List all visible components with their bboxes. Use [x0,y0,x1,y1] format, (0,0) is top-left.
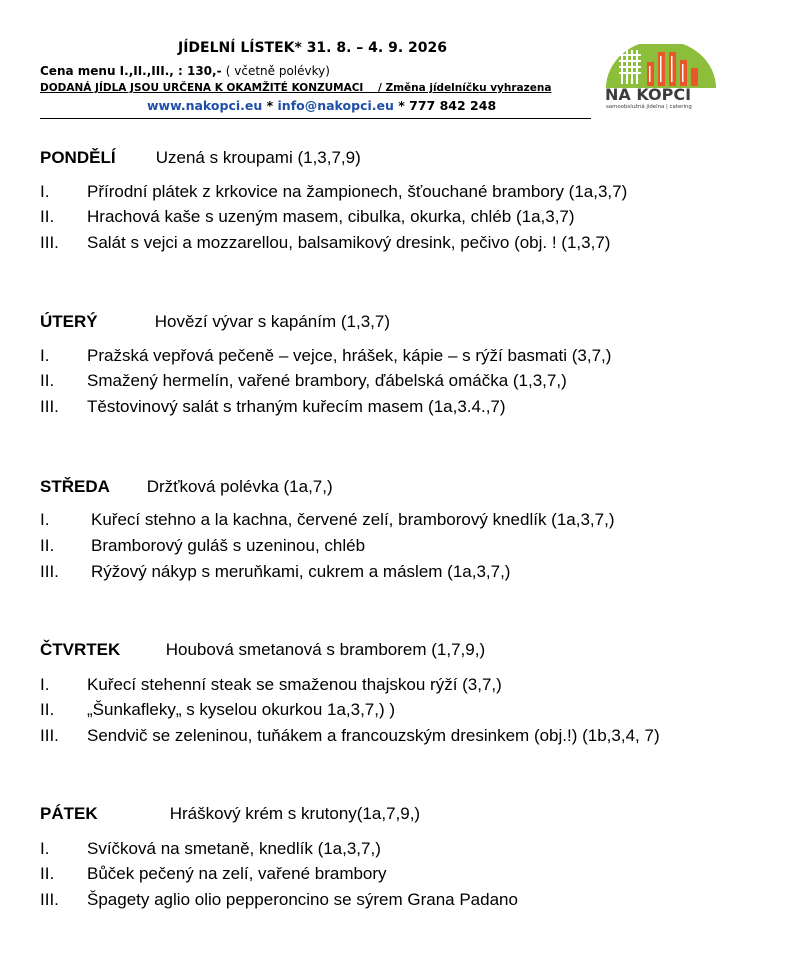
day-soup: Hráškový krém s krutony(1a,7,9,) [169,804,421,823]
price-note: ( včetně polévky) [225,64,330,78]
day-monday [40,148,361,168]
day-name: ČTVRTEK [40,640,121,659]
item-number: III. [40,397,59,416]
day-soup: Houbová smetanová s bramborem (1,7,9,) [165,640,486,659]
item-text: Těstovinový salát s trhaným kuřecím masem (1a,3.4.,7) [87,397,506,416]
day-wednesday [40,477,333,497]
item-text: „Šunkafleky„ s kyselou okurkou 1a,3,7,) ) [87,700,396,719]
day-soup: Držťková polévka (1a,7,) [146,477,333,496]
header-divider [40,118,591,119]
day-soup: Hovězí vývar s kapáním (1,3,7) [154,312,390,331]
item-text: Bůček pečený na zelí, vařené brambory [87,864,387,883]
item-text: Rýžový nákyp s meruňkami, cukrem a máslem (1a,3,7,) [91,562,511,581]
item-number: I. [40,182,50,201]
day-name: STŘEDA [40,477,110,496]
item-text: Pražská vepřová pečeně – vejce, hrášek, kápie – s rýží basmati (3,7,) [87,346,612,365]
item-number: III. [40,726,59,745]
logo-tagline: samoobslužná jídelna | catering [606,104,692,110]
item-text: Svíčková na smetaně, knedlík (1a,3,7,) [87,839,381,858]
price-label: Cena menu I.,II.,III., : 130,- [40,64,222,78]
item-number: III. [40,233,59,252]
contact-line: www.nakopci.eu * info@nakopci.eu * 777 842 248 [147,98,497,113]
item-text: Bramborový guláš s uzeninou, chléb [91,536,366,555]
item-number: II. [40,371,55,390]
day-name: ÚTERÝ [40,312,98,331]
na-kopci-logo [603,44,719,110]
item-number: III. [40,562,59,581]
item-number: III. [40,890,59,909]
item-number: I. [40,839,50,858]
item-text: Sendvič se zeleninou, tuňákem a francouzským dresinkem (obj.!) (1b,3,4, 7) [87,726,660,745]
phone-number: * 777 842 248 [398,98,497,113]
website-link[interactable]: www.nakopci.eu [147,98,263,113]
day-tuesday [40,312,390,332]
day-thursday [40,640,485,660]
item-text: Smažený hermelín, vařené brambory, ďábelská omáčka (1,3,7,) [87,371,567,390]
item-number: I. [40,346,50,365]
day-name: PÁTEK [40,804,98,823]
item-number: II. [40,700,55,719]
day-soup: Uzená s kroupami (1,3,7,9) [155,148,361,167]
item-text: Salát s vejci a mozzarellou, balsamikový dresink, pečivo (obj. ! (1,3,7) [87,233,611,252]
item-number: II. [40,864,55,883]
day-friday [40,804,420,824]
menu-title: JÍDELNÍ LÍSTEK* 31. 8. – 4. 9. 2026 [178,40,448,56]
item-text: Špagety aglio olio pepperoncino se sýrem Grana Padano [87,890,518,909]
item-number: II. [40,207,55,226]
item-number: II. [40,536,55,555]
notice-consumption: DODANÁ JÍDLA JSOU URČENA K OKAMŽITÉ KONZUMACI [40,82,364,94]
item-text: Přírodní plátek z krkovice na žampionech, šťouchané brambory (1a,3,7) [87,182,628,201]
item-number: I. [40,675,50,694]
email-link[interactable]: info@nakopci.eu [277,98,394,113]
day-name: PONDĚLÍ [40,148,116,167]
notice-change: / Změna jídelníčku vyhrazena [377,82,552,94]
logo-name: NA KOPCI [605,85,692,104]
item-number: I. [40,510,50,529]
item-text: Kuřecí stehenní steak se smaženou thajskou rýží (3,7,) [87,675,502,694]
item-text: Kuřecí stehno a la kachna, červené zelí, bramborový knedlík (1a,3,7,) [91,510,615,529]
menu-price [40,64,330,78]
item-text: Hrachová kaše s uzeným masem, cibulka, okurka, chléb (1a,3,7) [87,207,575,226]
menu-notice [40,82,551,94]
